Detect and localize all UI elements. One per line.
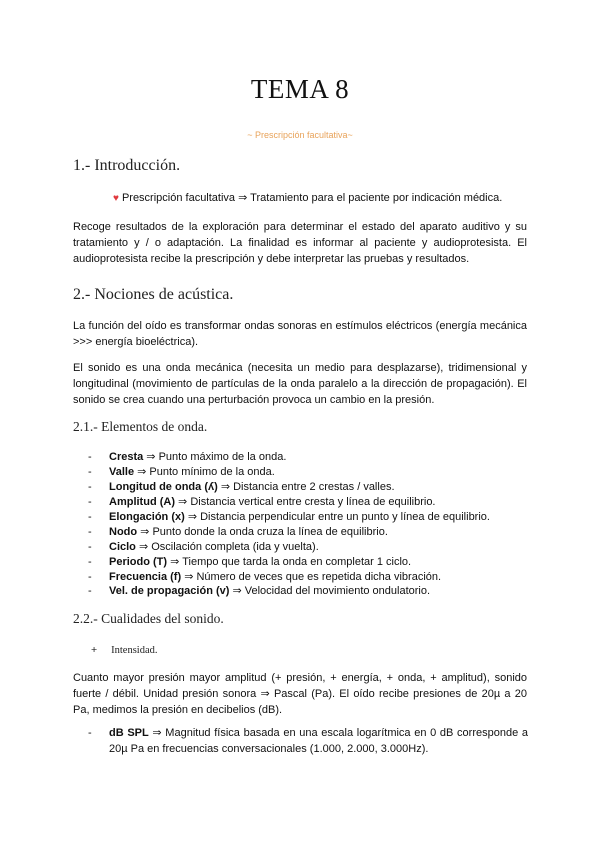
list-item: [88, 570, 490, 585]
term: Elongación (x): [109, 510, 185, 523]
plus-bullet: +: [91, 644, 98, 656]
definition: ⇒ Punto mínimo de la onda.: [134, 465, 275, 478]
term: Longitud de onda (ʎ): [109, 480, 218, 493]
dash-bullet: -: [88, 555, 92, 568]
intensity-item: [91, 644, 158, 656]
term: Amplitud (A): [109, 495, 175, 508]
dash-bullet: -: [88, 495, 92, 508]
list-item: [88, 584, 490, 599]
dash-bullet: -: [88, 451, 92, 463]
definition: ⇒ Punto donde la onda cruza la línea de equilibrio.: [137, 525, 388, 538]
heart-icon: ♥: [113, 193, 119, 204]
acoustics-paragraph-1: La función del oído es transformar ondas sonoras en estímulos eléctricos (energía mecánica >>> energía bioeléctrica).: [73, 320, 527, 349]
list-item: [88, 540, 490, 555]
term: Valle: [109, 465, 135, 478]
dash-bullet: -: [88, 585, 92, 598]
term: Nodo: [109, 525, 138, 538]
term: Vel. de propagación (v): [109, 585, 230, 598]
dash-bullet: -: [88, 540, 92, 553]
list-item: [88, 480, 490, 495]
intensity-label: Intensidad.: [111, 645, 158, 656]
list-item: [88, 495, 490, 510]
intro-bullet: [113, 191, 502, 204]
definition: ⇒ Tiempo que tarda la onda en completar 1 ciclo.: [167, 555, 412, 568]
term: Ciclo: [109, 540, 136, 553]
term: Periodo (T): [109, 555, 168, 568]
section-heading-sound-qualities: 2.2.- Cualidades del sonido.: [73, 611, 224, 626]
acoustics-paragraph-2: El sonido es una onda mecánica (necesita un medio para desplazarse), tridimensional y longitudinal (movimiento de partículas de la onda paralelo a la dirección de propagación). El sonido se crea cuando una perturbación provoca un cambio en la presión.: [73, 362, 527, 407]
term: Cresta: [109, 451, 144, 463]
section-heading-acoustics: 2.- Nociones de acústica.: [73, 286, 234, 303]
list-item: [88, 555, 490, 570]
dbspl-term: dB SPL: [109, 727, 149, 739]
dash-bullet: -: [88, 525, 92, 538]
list-item: [88, 510, 490, 525]
definition: ⇒ Punto máximo de la onda.: [143, 451, 287, 463]
definition: ⇒ Velocidad del movimiento ondulatorio.: [229, 585, 431, 598]
dbspl-definition: ⇒ Magnitud física basada en una escala logarítmica en 0 dB corresponde a 20µ Pa en frecuencias conversacionales (1.000, 2.000, 3.000Hz).: [109, 727, 528, 756]
dbspl-item: [88, 725, 528, 757]
list-item: [88, 465, 490, 480]
dbspl-text: [109, 725, 528, 757]
dash-bullet: -: [88, 727, 92, 739]
page-title: TEMA 8: [250, 74, 350, 104]
intro-paragraph: Recoge resultados de la exploración para determinar el estado del aparato auditivo y su tratamiento y / o adaptación. La finalidad es informar al paciente y audioprotesista. El audioprotesista recibe la prescripción y debe interpretar las pruebas y resultados.: [73, 221, 527, 266]
dash-bullet: -: [88, 510, 92, 523]
wave-elements-list: [88, 450, 490, 599]
page-subtitle: ~ Prescripción facultativa~: [247, 130, 353, 140]
definition: ⇒ Número de veces que es repetida dicha vibración.: [181, 570, 442, 583]
definition: ⇒ Oscilación completa (ida y vuelta).: [135, 540, 319, 553]
section-heading-intro: 1.- Introducción.: [73, 157, 181, 174]
dash-bullet: -: [88, 570, 92, 583]
intro-bullet-text: Prescripción facultativa ⇒ Tratamiento para el paciente por indicación médica.: [121, 192, 503, 204]
list-item: [88, 525, 490, 540]
list-item: [88, 450, 490, 465]
definition: ⇒ Distancia entre 2 crestas / valles.: [217, 480, 395, 493]
intensity-paragraph: Cuanto mayor presión mayor amplitud (+ presión, + energía, + onda, + amplitud), sonido fuerte / débil. Unidad presión sonora ⇒ Pascal (Pa). El oído recibe presiones de 20µ a 20 Pa, medimos la presión en decibelios (dB).: [73, 672, 527, 717]
dash-bullet: -: [88, 465, 92, 478]
section-heading-wave-elements: 2.1.- Elementos de onda.: [73, 419, 208, 434]
definition: ⇒ Distancia perpendicular entre un punto y línea de equilibrio.: [184, 510, 490, 523]
definition: ⇒ Distancia vertical entre cresta y línea de equilibrio.: [174, 495, 436, 508]
dash-bullet: -: [88, 480, 92, 493]
term: Frecuencia (f): [109, 570, 182, 583]
